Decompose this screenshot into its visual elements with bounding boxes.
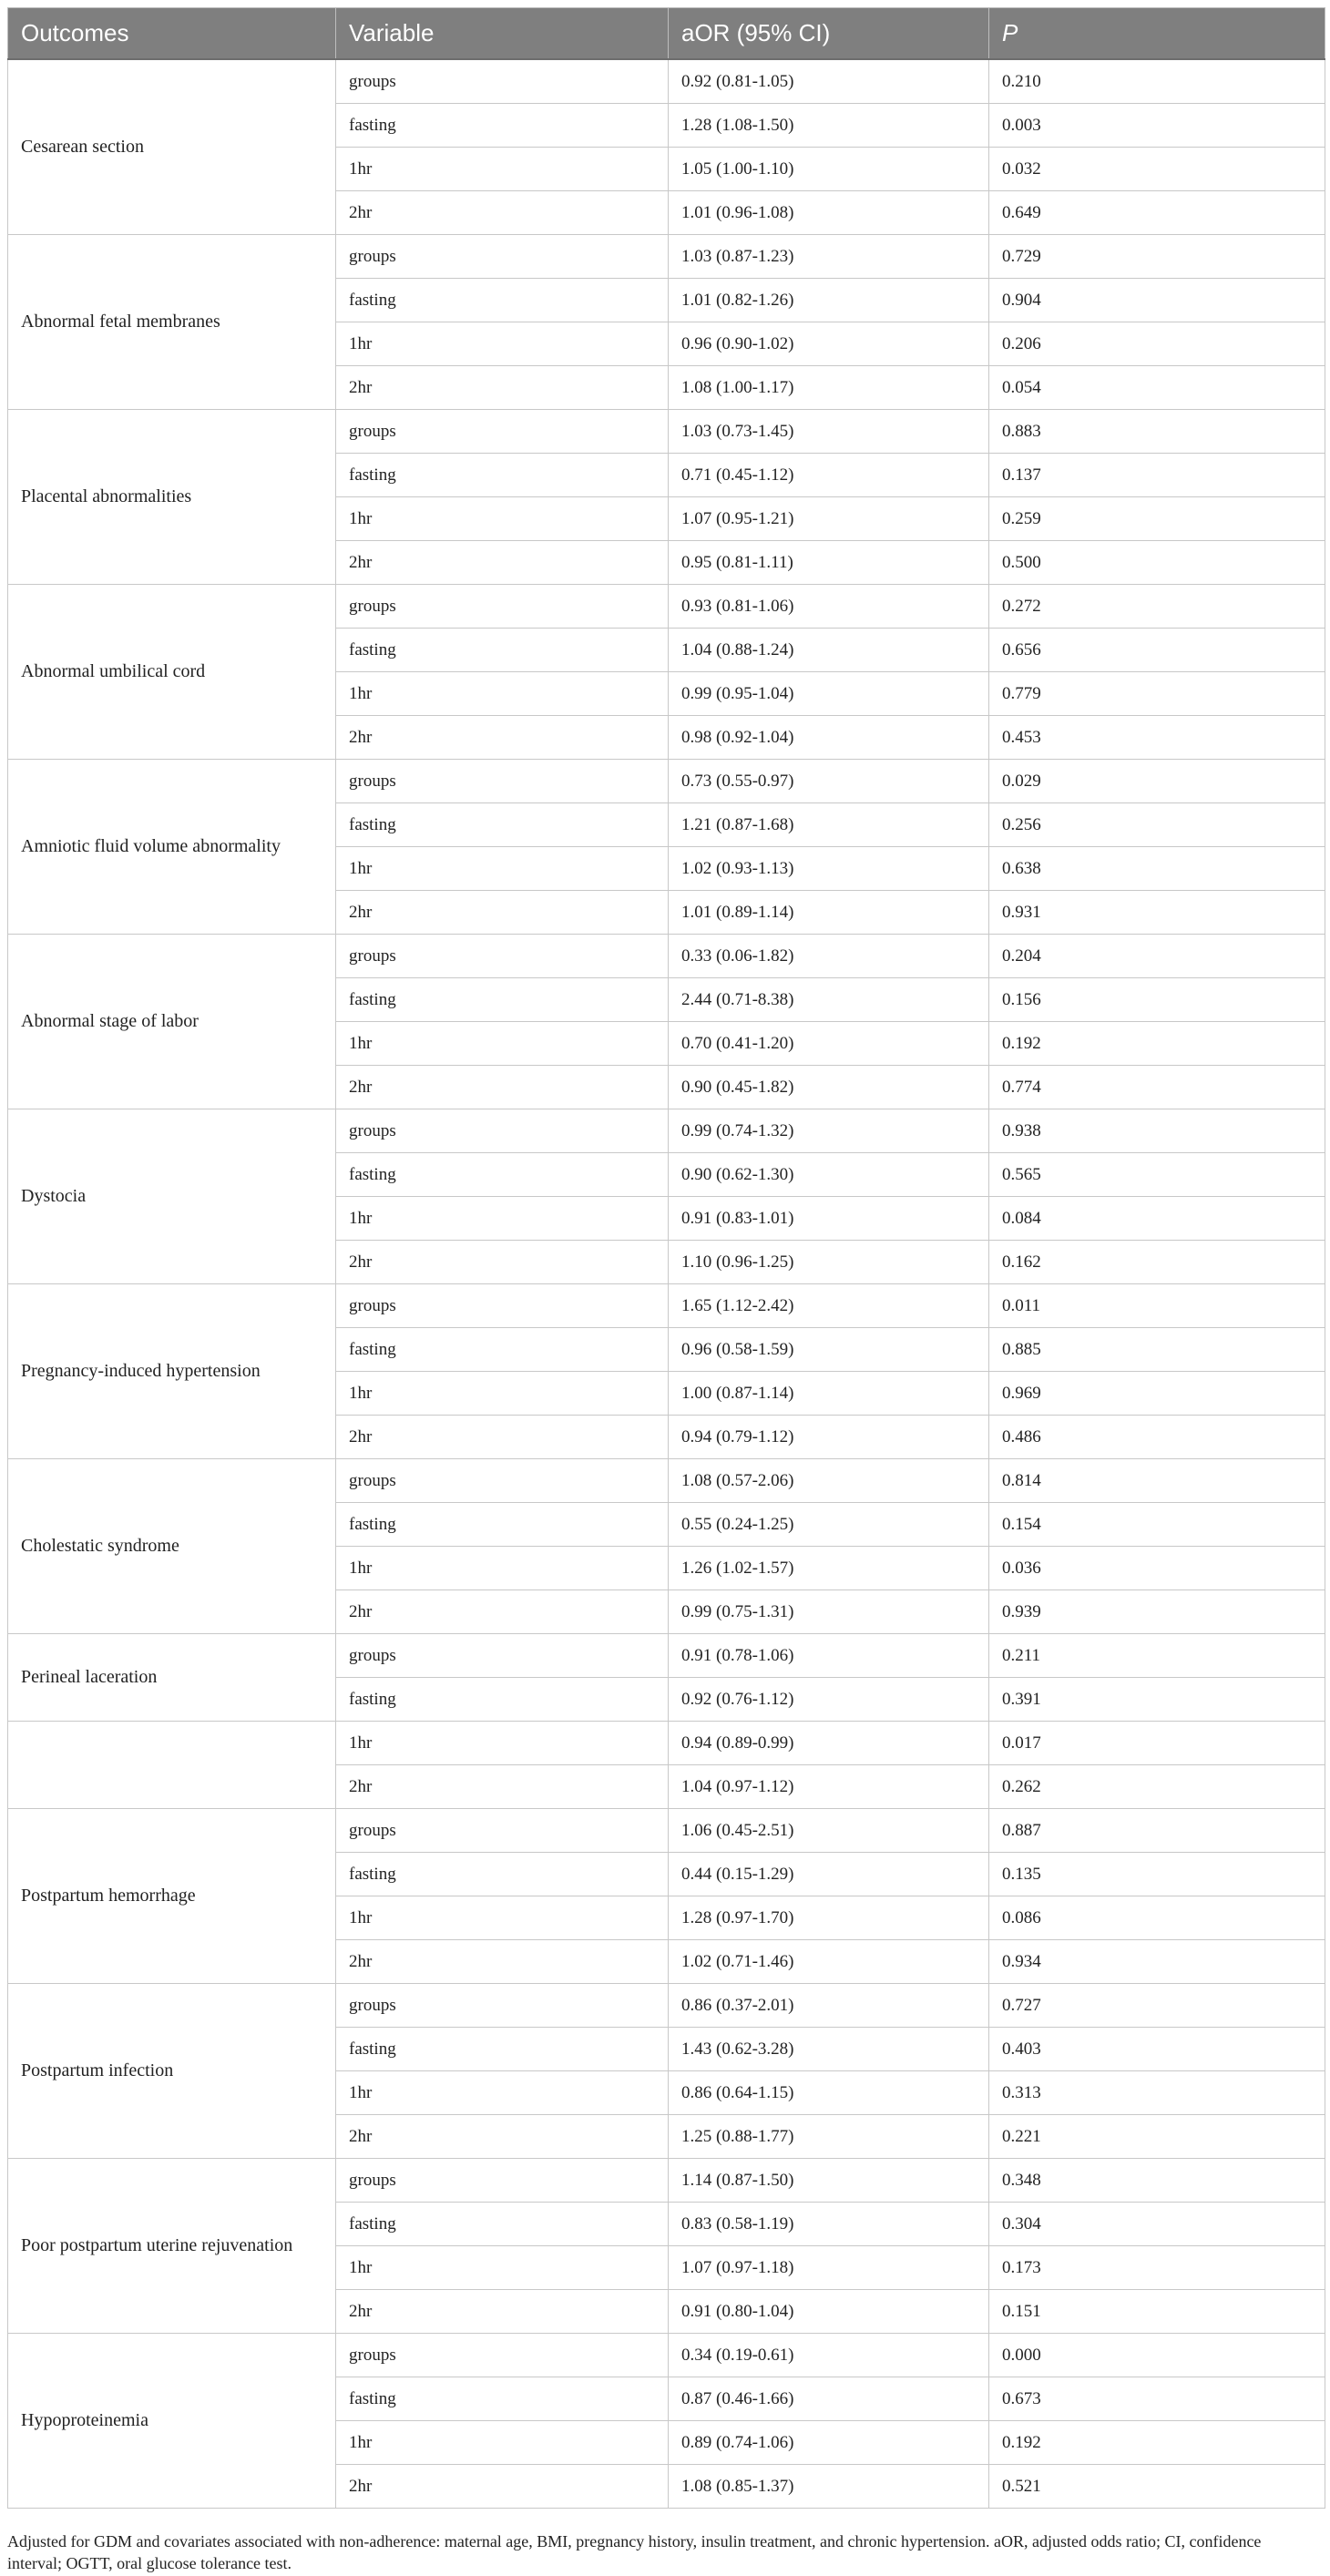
table-row (8, 1722, 1325, 1765)
variable-cell: fasting (336, 1328, 669, 1372)
table-row (8, 59, 1325, 104)
aor-cell: 1.08 (1.00-1.17) (669, 366, 989, 410)
aor-cell: 1.00 (0.87-1.14) (669, 1372, 989, 1416)
p-value-cell: 0.486 (989, 1416, 1325, 1459)
p-value-cell: 0.656 (989, 629, 1325, 672)
variable-cell: 2hr (336, 366, 669, 410)
aor-cell: 0.96 (0.90-1.02) (669, 322, 989, 366)
variable-cell: fasting (336, 454, 669, 497)
p-value-cell: 0.011 (989, 1284, 1325, 1328)
aor-cell: 0.89 (0.74-1.06) (669, 2421, 989, 2465)
p-value-cell: 0.259 (989, 497, 1325, 541)
variable-cell: 1hr (336, 2246, 669, 2290)
p-value-cell: 0.453 (989, 716, 1325, 760)
p-value-cell: 0.029 (989, 760, 1325, 803)
variable-cell: fasting (336, 1853, 669, 1896)
outcome-cell: Pregnancy-induced hypertension (8, 1284, 336, 1459)
p-value-cell: 0.938 (989, 1109, 1325, 1153)
variable-cell: groups (336, 585, 669, 629)
table-row (8, 935, 1325, 978)
p-value-cell: 0.313 (989, 2071, 1325, 2115)
p-value-cell: 0.221 (989, 2115, 1325, 2159)
variable-cell: 1hr (336, 322, 669, 366)
table-row (8, 1109, 1325, 1153)
p-value-cell: 0.887 (989, 1809, 1325, 1853)
variable-cell: fasting (336, 279, 669, 322)
aor-cell: 0.86 (0.37-2.01) (669, 1984, 989, 2028)
aor-cell: 1.03 (0.87-1.23) (669, 235, 989, 279)
p-value-cell: 0.211 (989, 1634, 1325, 1678)
aor-cell: 0.95 (0.81-1.11) (669, 541, 989, 585)
variable-cell: groups (336, 1459, 669, 1503)
aor-cell: 0.33 (0.06-1.82) (669, 935, 989, 978)
aor-cell: 0.34 (0.19-0.61) (669, 2334, 989, 2377)
p-value-cell: 0.206 (989, 322, 1325, 366)
aor-cell: 1.02 (0.93-1.13) (669, 847, 989, 891)
p-value-cell: 0.727 (989, 1984, 1325, 2028)
header-row (8, 8, 1325, 60)
table-row (8, 585, 1325, 629)
p-value-cell: 0.192 (989, 1022, 1325, 1066)
aor-cell: 1.02 (0.71-1.46) (669, 1940, 989, 1984)
header-variable: Variable (336, 8, 669, 60)
variable-cell: 2hr (336, 2290, 669, 2334)
p-value-cell: 0.774 (989, 1066, 1325, 1109)
results-table-container (7, 7, 1325, 2509)
variable-cell: groups (336, 410, 669, 454)
table-row (8, 1809, 1325, 1853)
variable-cell: 1hr (336, 1372, 669, 1416)
variable-cell: groups (336, 1284, 669, 1328)
aor-cell: 0.90 (0.62-1.30) (669, 1153, 989, 1197)
outcome-cell: Amniotic fluid volume abnormality (8, 760, 336, 935)
variable-cell: 1hr (336, 1022, 669, 1066)
variable-cell: 2hr (336, 1416, 669, 1459)
p-value-cell: 0.638 (989, 847, 1325, 891)
aor-cell: 0.83 (0.58-1.19) (669, 2203, 989, 2246)
outcome-cell: Hypoproteinemia (8, 2334, 336, 2509)
variable-cell: 1hr (336, 1896, 669, 1940)
header-outcomes: Outcomes (8, 8, 336, 60)
p-value-cell: 0.521 (989, 2465, 1325, 2509)
variable-cell: 2hr (336, 1590, 669, 1634)
variable-cell: 1hr (336, 847, 669, 891)
variable-cell: 1hr (336, 1722, 669, 1765)
aor-cell: 1.65 (1.12-2.42) (669, 1284, 989, 1328)
aor-cell: 0.73 (0.55-0.97) (669, 760, 989, 803)
table-row (8, 1284, 1325, 1328)
variable-cell: 2hr (336, 1940, 669, 1984)
variable-cell: 1hr (336, 2421, 669, 2465)
aor-cell: 0.98 (0.92-1.04) (669, 716, 989, 760)
variable-cell: groups (336, 1634, 669, 1678)
outcome-cell: Abnormal stage of labor (8, 935, 336, 1109)
results-table (7, 7, 1325, 2509)
variable-cell: fasting (336, 803, 669, 847)
aor-cell: 0.92 (0.81-1.05) (669, 59, 989, 104)
aor-cell: 0.91 (0.80-1.04) (669, 2290, 989, 2334)
aor-cell: 1.03 (0.73-1.45) (669, 410, 989, 454)
table-row (8, 2159, 1325, 2203)
p-value-cell: 0.086 (989, 1896, 1325, 1940)
p-value-cell: 0.135 (989, 1853, 1325, 1896)
variable-cell: 2hr (336, 1241, 669, 1284)
table-row (8, 760, 1325, 803)
variable-cell: 2hr (336, 1765, 669, 1809)
outcome-cell: Postpartum hemorrhage (8, 1809, 336, 1984)
p-value-cell: 0.649 (989, 191, 1325, 235)
aor-cell: 1.07 (0.97-1.18) (669, 2246, 989, 2290)
variable-cell: 2hr (336, 891, 669, 935)
aor-cell: 2.44 (0.71-8.38) (669, 978, 989, 1022)
aor-cell: 1.25 (0.88-1.77) (669, 2115, 989, 2159)
p-value-cell: 0.883 (989, 410, 1325, 454)
p-value-cell: 0.969 (989, 1372, 1325, 1416)
aor-cell: 0.90 (0.45-1.82) (669, 1066, 989, 1109)
aor-cell: 1.07 (0.95-1.21) (669, 497, 989, 541)
p-value-cell: 0.304 (989, 2203, 1325, 2246)
outcome-cell: Abnormal umbilical cord (8, 585, 336, 760)
p-value-cell: 0.054 (989, 366, 1325, 410)
p-value-cell: 0.210 (989, 59, 1325, 104)
table-footnote: Adjusted for GDM and covariates associated with non-adherence: maternal age, BMI, pregnancy history, insulin treatment, and chronic hypertension. aOR, adjusted odds ratio; CI, confidence interval; OGTT, oral glucose tolerance test. (7, 2532, 1262, 2572)
aor-cell: 1.01 (0.82-1.26) (669, 279, 989, 322)
p-value-cell: 0.192 (989, 2421, 1325, 2465)
p-value-cell: 0.084 (989, 1197, 1325, 1241)
variable-cell: 2hr (336, 716, 669, 760)
p-value-cell: 0.391 (989, 1678, 1325, 1722)
variable-cell: 2hr (336, 1066, 669, 1109)
table-header (8, 8, 1325, 60)
variable-cell: fasting (336, 2377, 669, 2421)
variable-cell: 1hr (336, 497, 669, 541)
p-value-cell: 0.262 (989, 1765, 1325, 1809)
table-body (8, 59, 1325, 2509)
p-value-cell: 0.204 (989, 935, 1325, 978)
variable-cell: groups (336, 235, 669, 279)
outcome-cell: Cholestatic syndrome (8, 1459, 336, 1634)
aor-cell: 1.05 (1.00-1.10) (669, 148, 989, 191)
aor-cell: 1.06 (0.45-2.51) (669, 1809, 989, 1853)
variable-cell: 1hr (336, 2071, 669, 2115)
aor-cell: 0.87 (0.46-1.66) (669, 2377, 989, 2421)
variable-cell: groups (336, 1809, 669, 1853)
outcome-cell: Placental abnormalities (8, 410, 336, 585)
p-value-cell: 0.931 (989, 891, 1325, 935)
aor-cell: 1.04 (0.88-1.24) (669, 629, 989, 672)
aor-cell: 0.99 (0.95-1.04) (669, 672, 989, 716)
p-value-cell: 0.348 (989, 2159, 1325, 2203)
aor-cell: 0.71 (0.45-1.12) (669, 454, 989, 497)
aor-cell: 0.86 (0.64-1.15) (669, 2071, 989, 2115)
aor-cell: 0.96 (0.58-1.59) (669, 1328, 989, 1372)
p-value-cell: 0.003 (989, 104, 1325, 148)
table-row (8, 235, 1325, 279)
table-row (8, 1634, 1325, 1678)
p-value-cell: 0.000 (989, 2334, 1325, 2377)
p-value-cell: 0.904 (989, 279, 1325, 322)
outcome-cell: Abnormal fetal membranes (8, 235, 336, 410)
aor-cell: 0.91 (0.83-1.01) (669, 1197, 989, 1241)
variable-cell: 1hr (336, 148, 669, 191)
aor-cell: 1.28 (0.97-1.70) (669, 1896, 989, 1940)
outcome-cell (8, 1722, 336, 1809)
variable-cell: fasting (336, 1678, 669, 1722)
p-value-cell: 0.729 (989, 235, 1325, 279)
aor-cell: 1.01 (0.96-1.08) (669, 191, 989, 235)
p-value-cell: 0.154 (989, 1503, 1325, 1547)
p-value-cell: 0.500 (989, 541, 1325, 585)
variable-cell: groups (336, 2334, 669, 2377)
aor-cell: 0.94 (0.89-0.99) (669, 1722, 989, 1765)
outcome-cell: Postpartum infection (8, 1984, 336, 2159)
header-aor: aOR (95% CI) (669, 8, 989, 60)
aor-cell: 0.92 (0.76-1.12) (669, 1678, 989, 1722)
table-row (8, 1459, 1325, 1503)
p-value-cell: 0.017 (989, 1722, 1325, 1765)
aor-cell: 1.08 (0.57-2.06) (669, 1459, 989, 1503)
p-value-cell: 0.151 (989, 2290, 1325, 2334)
aor-cell: 0.91 (0.78-1.06) (669, 1634, 989, 1678)
p-value-cell: 0.885 (989, 1328, 1325, 1372)
aor-cell: 0.70 (0.41-1.20) (669, 1022, 989, 1066)
p-value-cell: 0.939 (989, 1590, 1325, 1634)
variable-cell: fasting (336, 978, 669, 1022)
aor-cell: 0.94 (0.79-1.12) (669, 1416, 989, 1459)
variable-cell: groups (336, 59, 669, 104)
p-value-cell: 0.036 (989, 1547, 1325, 1590)
aor-cell: 1.01 (0.89-1.14) (669, 891, 989, 935)
variable-cell: fasting (336, 2203, 669, 2246)
variable-cell: 1hr (336, 672, 669, 716)
table-row (8, 410, 1325, 454)
variable-cell: fasting (336, 629, 669, 672)
p-value-cell: 0.173 (989, 2246, 1325, 2290)
variable-cell: 2hr (336, 2115, 669, 2159)
p-value-cell: 0.137 (989, 454, 1325, 497)
p-value-cell: 0.673 (989, 2377, 1325, 2421)
p-value-cell: 0.156 (989, 978, 1325, 1022)
aor-cell: 0.44 (0.15-1.29) (669, 1853, 989, 1896)
variable-cell: 1hr (336, 1197, 669, 1241)
table-row (8, 2334, 1325, 2377)
variable-cell: groups (336, 1109, 669, 1153)
variable-cell: groups (336, 2159, 669, 2203)
aor-cell: 0.99 (0.74-1.32) (669, 1109, 989, 1153)
aor-cell: 1.08 (0.85-1.37) (669, 2465, 989, 2509)
aor-cell: 1.14 (0.87-1.50) (669, 2159, 989, 2203)
aor-cell: 0.93 (0.81-1.06) (669, 585, 989, 629)
aor-cell: 0.99 (0.75-1.31) (669, 1590, 989, 1634)
variable-cell: 2hr (336, 2465, 669, 2509)
aor-cell: 1.04 (0.97-1.12) (669, 1765, 989, 1809)
table-row (8, 1984, 1325, 2028)
variable-cell: groups (336, 935, 669, 978)
p-value-cell: 0.403 (989, 2028, 1325, 2071)
variable-cell: fasting (336, 1153, 669, 1197)
p-value-cell: 0.272 (989, 585, 1325, 629)
variable-cell: groups (336, 1984, 669, 2028)
aor-cell: 1.43 (0.62-3.28) (669, 2028, 989, 2071)
outcome-cell: Cesarean section (8, 59, 336, 235)
variable-cell: fasting (336, 104, 669, 148)
aor-cell: 0.55 (0.24-1.25) (669, 1503, 989, 1547)
variable-cell: groups (336, 760, 669, 803)
aor-cell: 1.10 (0.96-1.25) (669, 1241, 989, 1284)
outcome-cell: Poor postpartum uterine rejuvenation (8, 2159, 336, 2334)
p-value-cell: 0.032 (989, 148, 1325, 191)
aor-cell: 1.21 (0.87-1.68) (669, 803, 989, 847)
p-value-cell: 0.814 (989, 1459, 1325, 1503)
header-p-value: P (989, 8, 1325, 60)
variable-cell: 1hr (336, 1547, 669, 1590)
aor-cell: 1.28 (1.08-1.50) (669, 104, 989, 148)
p-value-cell: 0.565 (989, 1153, 1325, 1197)
p-value-cell: 0.256 (989, 803, 1325, 847)
outcome-cell: Perineal laceration (8, 1634, 336, 1722)
variable-cell: fasting (336, 2028, 669, 2071)
variable-cell: 2hr (336, 541, 669, 585)
variable-cell: 2hr (336, 191, 669, 235)
p-value-cell: 0.162 (989, 1241, 1325, 1284)
aor-cell: 1.26 (1.02-1.57) (669, 1547, 989, 1590)
outcome-cell: Dystocia (8, 1109, 336, 1284)
variable-cell: fasting (336, 1503, 669, 1547)
p-value-cell: 0.934 (989, 1940, 1325, 1984)
p-value-cell: 0.779 (989, 672, 1325, 716)
